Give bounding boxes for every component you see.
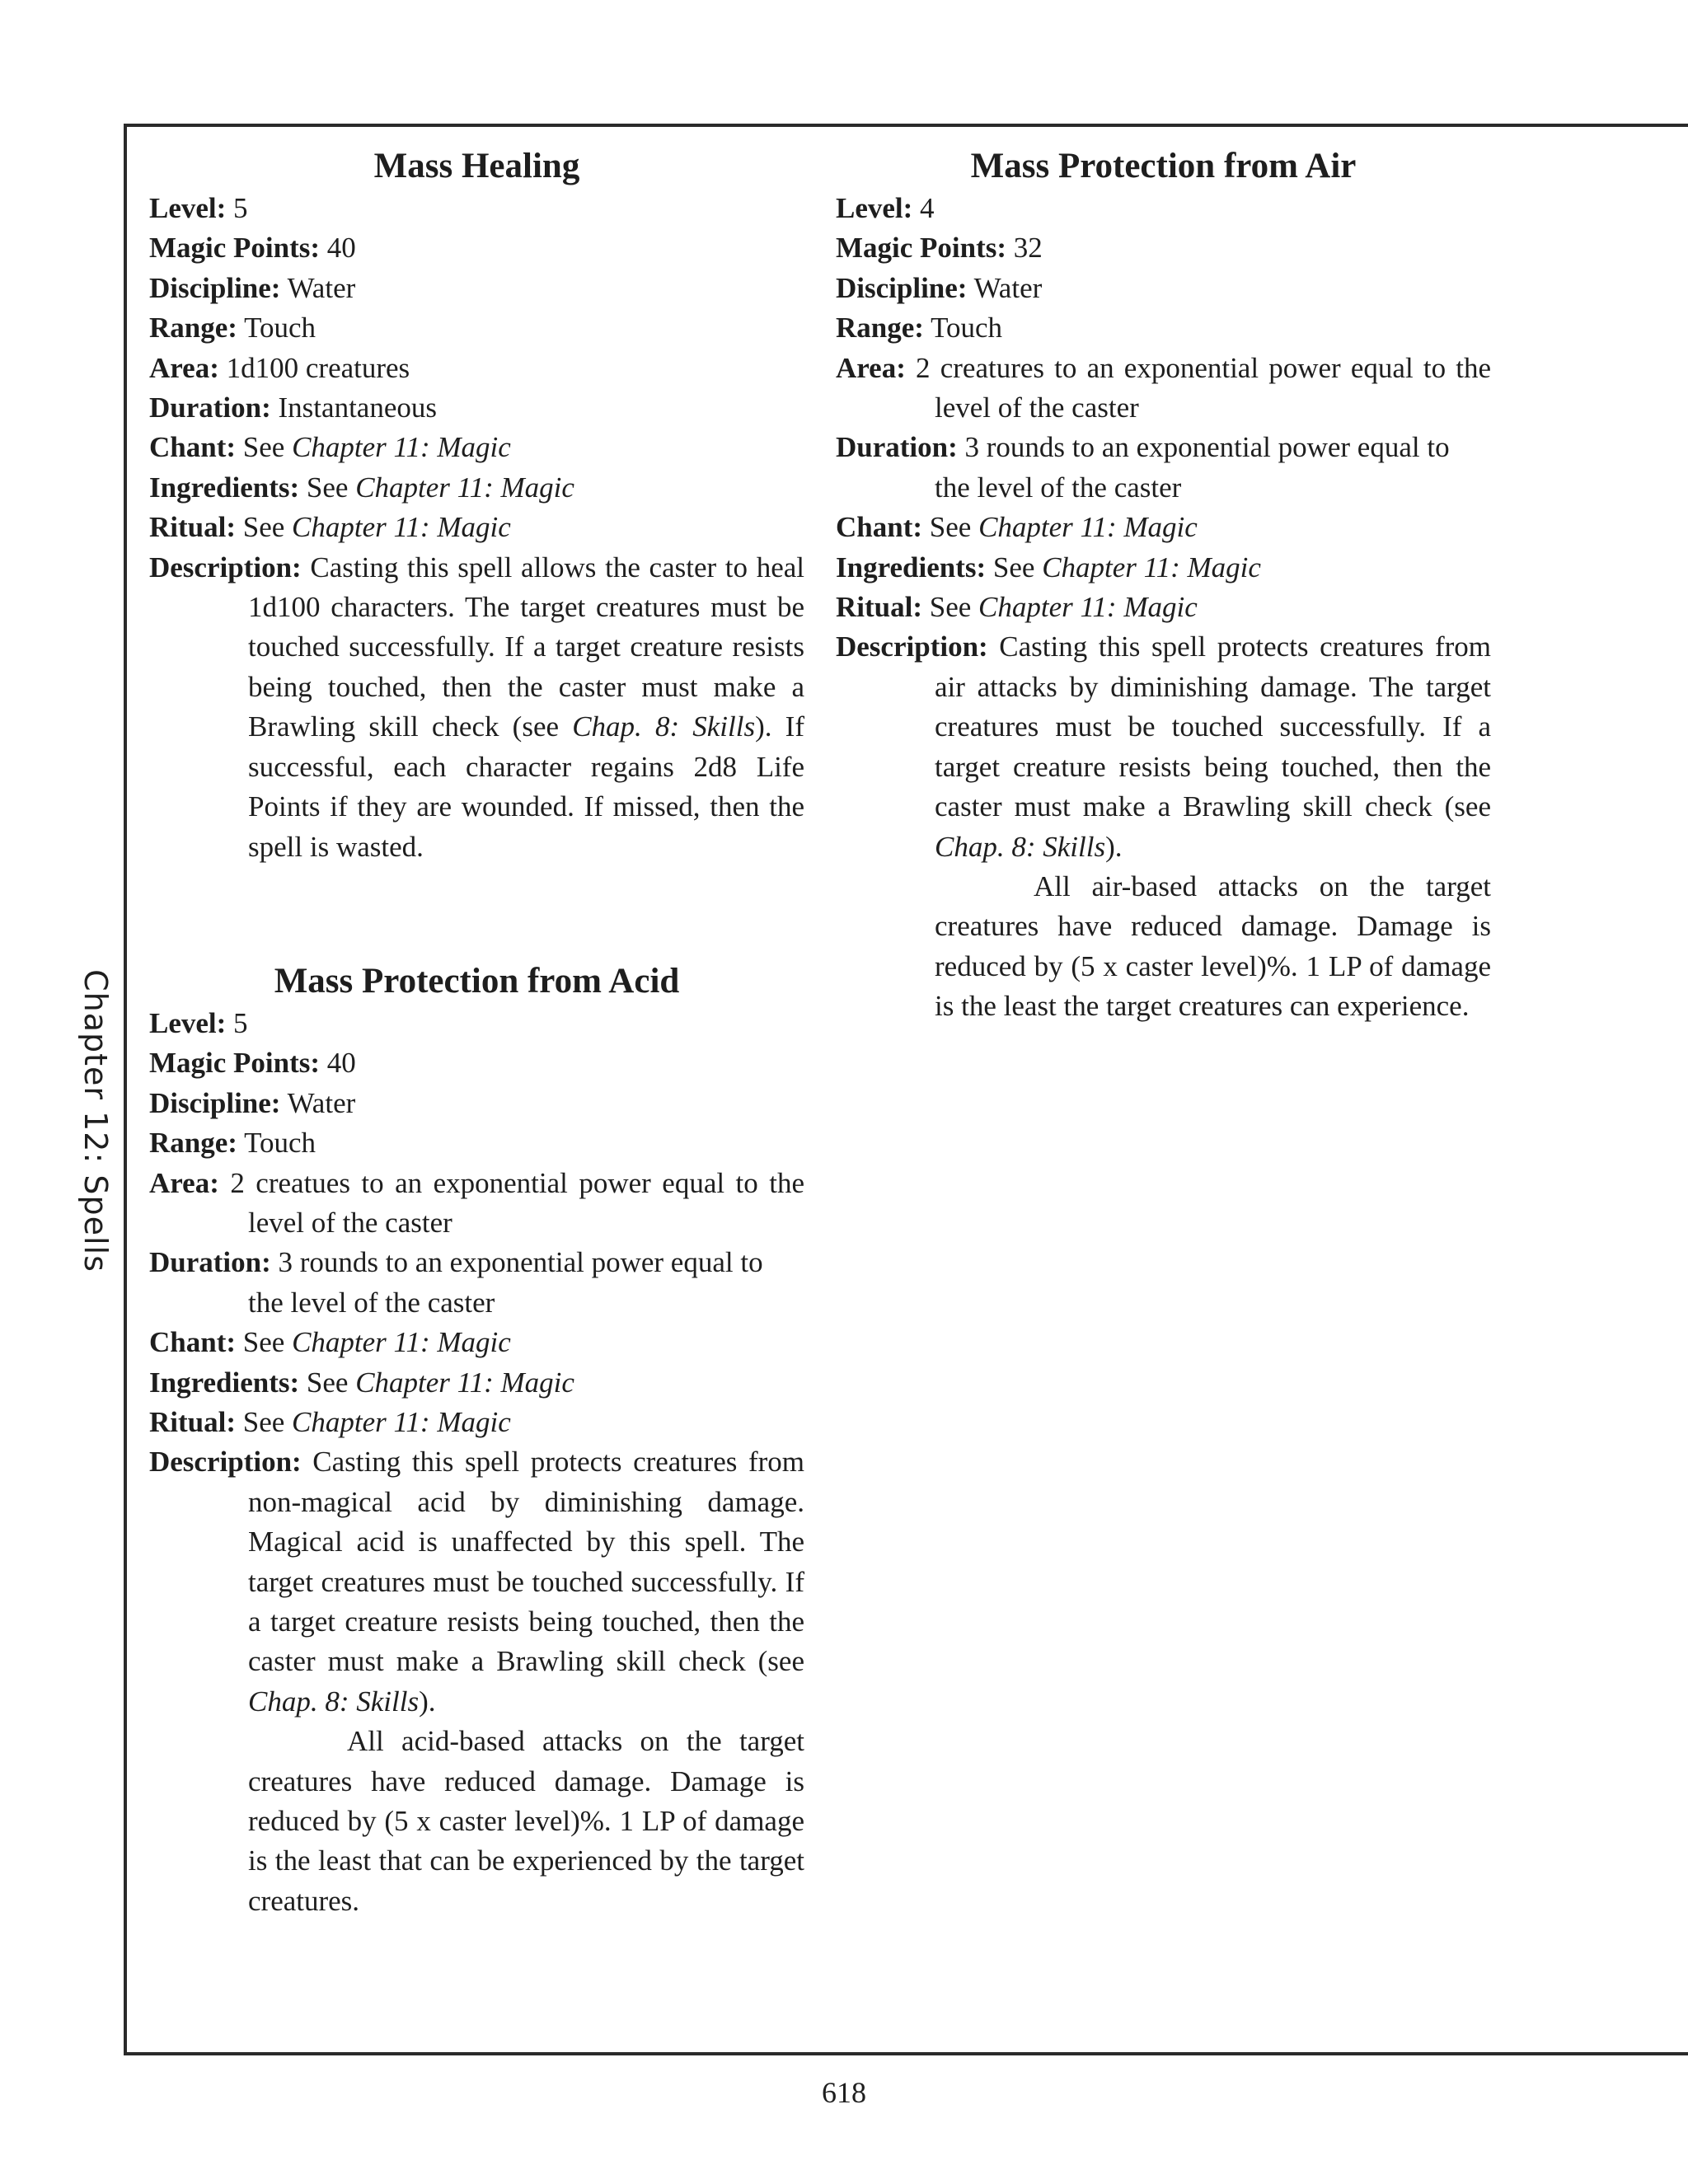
- spell-title: Mass Healing: [373, 147, 580, 185]
- spell-range: Range: Touch: [836, 312, 1003, 344]
- spell-chant: Chant: See Chapter 11: Magic: [149, 1326, 511, 1359]
- spell-description-paragraph-2: All acid-based attacks on the target creatures have reduced damage. Damage is reduced by (5 x caster level)%. 1 LP of damage is the least that can be experienced by the target creatures.: [248, 1725, 804, 1917]
- spell-level: Level: 5: [149, 1006, 248, 1039]
- spell-level: Level: 5: [149, 192, 248, 224]
- spell-area: Area: 2 creatures to an exponential power equal to the level of the caster: [836, 351, 1491, 424]
- spell-ingredients: Ingredients: See Chapter 11: Magic: [149, 1366, 574, 1399]
- spell-duration: Duration: 3 rounds to an exponential power equal to the level of the caster: [149, 1246, 763, 1319]
- spell-chant: Chant: See Chapter 11: Magic: [836, 511, 1198, 544]
- chapter-side-title: Chapter 12: Spells: [77, 969, 114, 1272]
- spell-description-paragraph-2: All air-based attacks on the target creatures have reduced damage. Damage is reduced by (5 x caster level)%. 1 LP of damage is the least the target creatures can experience.: [935, 869, 1491, 1023]
- spell-duration: Duration: Instantaneous: [149, 391, 437, 424]
- right-column: [836, 144, 1491, 1027]
- spell-title: Mass Protection from Acid: [274, 961, 680, 1001]
- spell-magic-points: Magic Points: 40: [149, 1047, 356, 1080]
- spell-mass-protection-from-air: [836, 144, 1491, 1027]
- spell-description: Description: Casting this spell protects creatures from air attacks by diminishing damage. The target creatures must be touched successfully. If a target creature resists being touched, then the caster must make a Brawling skill check (see Chap. 8: Skills).: [836, 630, 1491, 863]
- spell-ritual: Ritual: See Chapter 11: Magic: [149, 1405, 511, 1438]
- spell-area: Area: 2 creatues to an exponential power equal to the level of the caster: [149, 1166, 804, 1239]
- spell-ingredients: Ingredients: See Chapter 11: Magic: [149, 471, 574, 504]
- spell-ingredients: Ingredients: See Chapter 11: Magic: [836, 551, 1261, 583]
- spell-level: Level: 4: [836, 192, 935, 224]
- spell-area: Area: 1d100 creatures: [149, 351, 410, 384]
- spell-duration: Duration: 3 rounds to an exponential power equal to the level of the caster: [836, 431, 1450, 504]
- spell-ritual: Ritual: See Chapter 11: Magic: [836, 591, 1198, 624]
- spell-magic-points: Magic Points: 32: [836, 232, 1043, 265]
- page-number: 618: [822, 2076, 866, 2109]
- spell-mass-protection-from-acid: [149, 959, 804, 1921]
- spell-discipline: Discipline: Water: [149, 271, 356, 304]
- spell-discipline: Discipline: Water: [836, 271, 1043, 304]
- spell-magic-points: Magic Points: 40: [149, 232, 356, 265]
- spell-ritual: Ritual: See Chapter 11: Magic: [149, 511, 511, 544]
- spell-title: Mass Protection from Air: [970, 147, 1357, 185]
- spell-description: Description: Casting this spell allows the caster to heal 1d100 characters. The target creatures must be touched successfully. If a target creature resists being touched, then the caster must make a Brawling skill check (see Chap. 8: Skills). If successful, each character regains 2d8 Life Points if they are wounded. If missed, then the spell is wasted.: [149, 551, 805, 863]
- spell-range: Range: Touch: [149, 1127, 316, 1160]
- spell-range: Range: Touch: [149, 312, 316, 344]
- spell-description: Description: Casting this spell protects creatures from non-magical acid by diminishing damage. Magical acid is unaffected by this spell. The target creatures must be touched successfully. If a target creature resists being touched, then the caster must make a Brawling skill check (see Chap. 8: Skills).: [149, 1446, 804, 1718]
- spell-discipline: Discipline: Water: [149, 1086, 356, 1119]
- spell-chant: Chant: See Chapter 11: Magic: [149, 431, 511, 464]
- spell-mass-healing: [149, 144, 804, 867]
- left-column: [149, 144, 804, 1921]
